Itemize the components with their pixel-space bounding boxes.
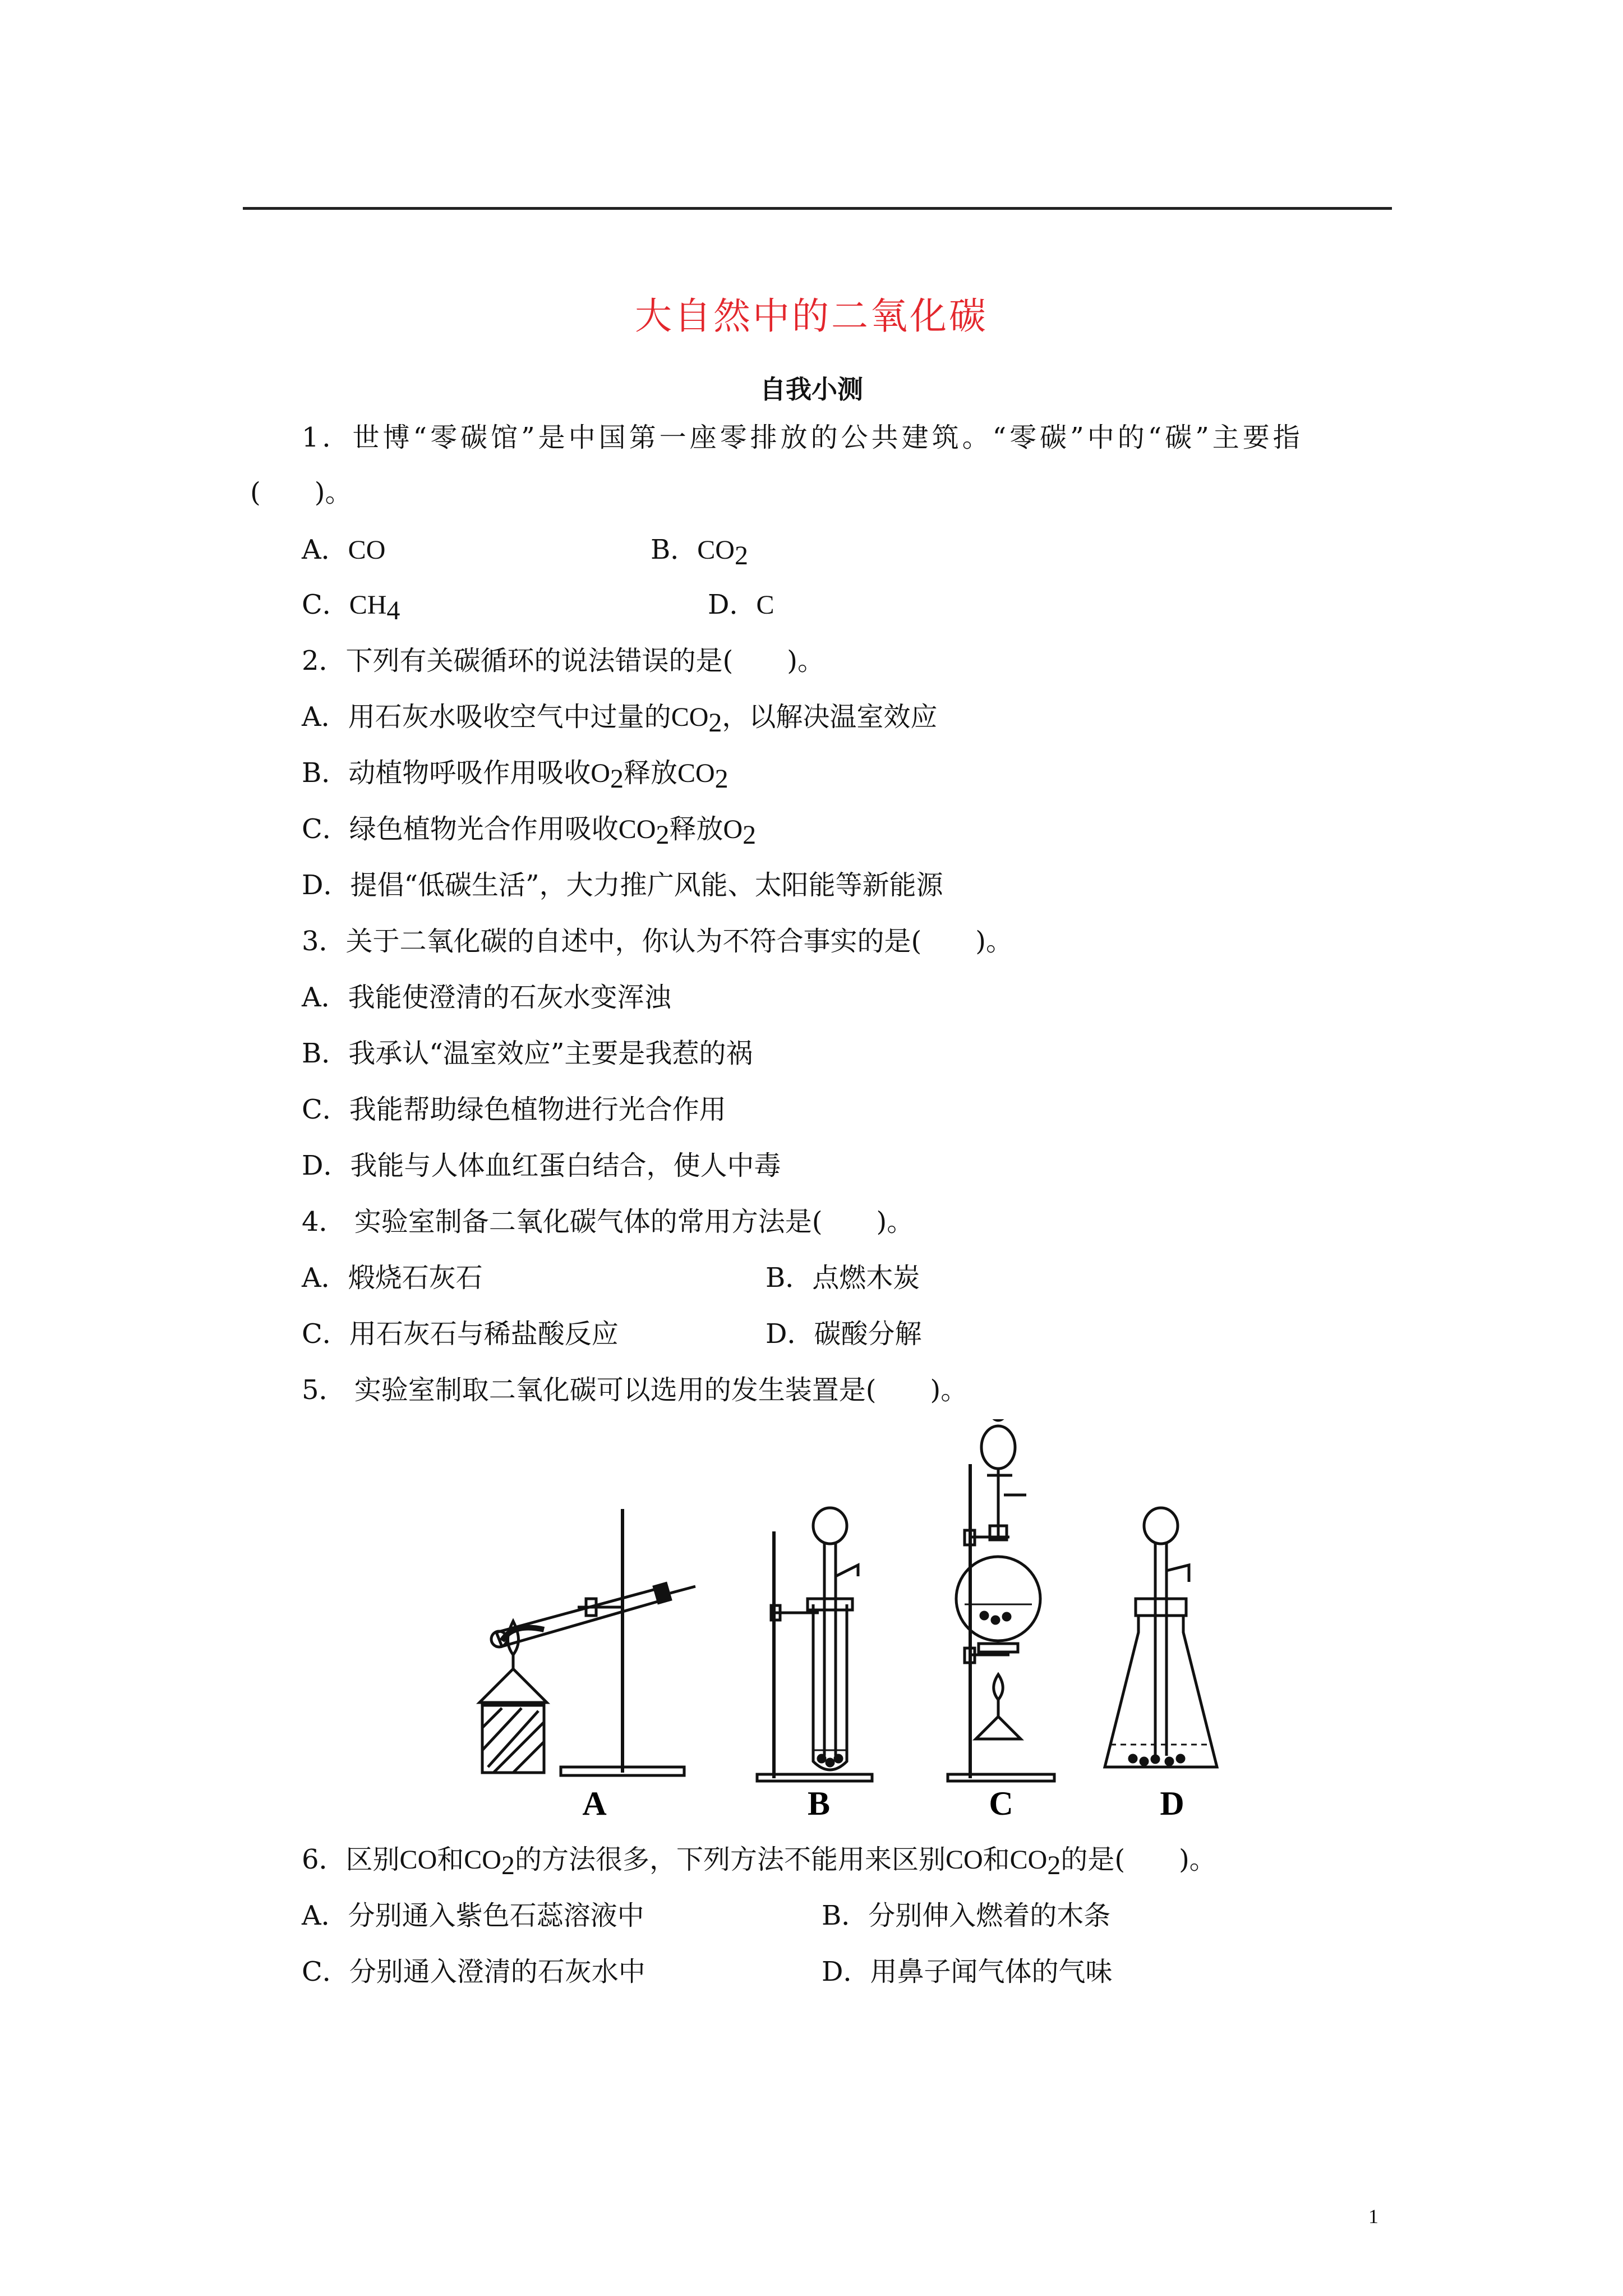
question-3-stem: 3．关于二氧化碳的自述中，你认为不符合事实的是( )。	[302, 926, 1013, 957]
apparatus-diagram	[471, 1419, 1245, 1834]
subscript: 4	[386, 596, 400, 625]
option-label: C．	[302, 813, 349, 845]
q3-option-b[interactable]	[302, 1037, 753, 1070]
subscript: 2	[734, 541, 748, 570]
option-text-post: ，以解决温室效应	[722, 701, 938, 733]
question-1-stem: 1．世博“零碳馆”是中国第一座零排放的公共建筑。“零碳”中的“碳”主要指	[302, 422, 1303, 453]
q6-option-b[interactable]	[822, 1899, 1110, 1932]
option-text: 用石灰石与稀盐酸反应	[349, 1318, 619, 1350]
option-label: B．	[302, 757, 349, 789]
option-label: D．	[302, 869, 351, 901]
option-text: 用石灰水吸收空气中过量的	[348, 701, 671, 733]
q3-option-a[interactable]	[302, 981, 671, 1014]
q6-option-c[interactable]	[302, 1955, 645, 1989]
chem-formula: CO	[464, 1845, 501, 1875]
option-text: CO	[697, 535, 735, 565]
option-text: 分别伸入燃着的木条	[868, 1900, 1111, 1931]
q4-option-d[interactable]	[766, 1317, 922, 1351]
q4-option-b[interactable]	[766, 1261, 920, 1295]
stem-part: 的方法很多，下列方法不能用来区别	[514, 1844, 946, 1875]
subscript: 2	[501, 1851, 515, 1880]
page-title: 大自然中的二氧化碳	[635, 295, 988, 338]
option-label: A．	[302, 1900, 348, 1931]
option-text: 煅烧石灰石	[348, 1262, 483, 1294]
option-label: D．	[822, 1956, 870, 1987]
header-rule	[243, 207, 1392, 210]
chem-formula: CO	[399, 1845, 437, 1875]
chem-formula: O	[723, 815, 743, 844]
figure-label-c: C	[989, 1785, 1013, 1822]
option-label: A．	[302, 701, 348, 733]
option-label: B．	[651, 534, 698, 565]
option-text: 我能与人体血红蛋白结合，使人中毒	[350, 1150, 781, 1181]
option-label: A．	[302, 1262, 348, 1294]
q3-option-d[interactable]	[302, 1149, 781, 1182]
subscript: 2	[743, 820, 757, 850]
figure-label-b: B	[807, 1785, 831, 1822]
question-1-paren: ( )。	[250, 477, 352, 508]
option-text: CH	[349, 590, 387, 620]
option-label: C．	[302, 589, 349, 620]
page-number: 1	[1368, 2205, 1378, 2228]
q6-option-d[interactable]	[822, 1955, 1113, 1989]
stem-part: 和	[983, 1844, 1010, 1875]
stem-part: 6．区别	[302, 1844, 400, 1875]
option-text-mid: 释放	[623, 757, 677, 789]
stem-part: 和	[437, 1844, 464, 1875]
option-text: 用鼻子闻气体的气味	[870, 1956, 1113, 1987]
chem-formula: CO	[677, 758, 715, 788]
q2-option-c[interactable]	[302, 812, 756, 852]
q1-option-c[interactable]	[302, 588, 400, 628]
figure-label-a: A	[582, 1785, 607, 1822]
option-label: B．	[766, 1262, 813, 1294]
apparatus-b	[757, 1508, 872, 1781]
question-5-stem: 5． 实验室制取二氧化碳可以选用的发生装置是( )。	[302, 1374, 968, 1406]
q1-option-a[interactable]	[302, 533, 385, 567]
q1-option-d[interactable]	[708, 588, 774, 622]
chem-formula: CO	[945, 1845, 983, 1875]
subscript: 2	[656, 820, 670, 850]
q4-option-a[interactable]	[302, 1261, 483, 1295]
q6-option-a[interactable]	[302, 1899, 644, 1932]
option-text: 提倡“低碳生活”，大力推广风能、太阳能等新能源	[350, 869, 943, 901]
option-label: C．	[302, 1094, 349, 1125]
q3-option-c[interactable]	[302, 1093, 726, 1126]
question-4-stem: 4． 实验室制备二氧化碳气体的常用方法是( )。	[302, 1206, 914, 1237]
question-2-stem: 2．下列有关碳循环的说法错误的是( )。	[302, 645, 824, 677]
option-label: B．	[302, 1038, 349, 1069]
option-label: A．	[302, 534, 348, 565]
question-6-stem	[302, 1843, 1216, 1883]
option-text: 我能帮助绿色植物进行光合作用	[349, 1094, 726, 1125]
chem-formula: CO	[1009, 1845, 1048, 1875]
chem-formula: CO	[618, 815, 656, 844]
option-text: 点燃木炭	[812, 1262, 920, 1294]
q2-option-d[interactable]	[302, 868, 943, 902]
subscript: 2	[610, 764, 624, 794]
q1-option-b[interactable]	[651, 533, 748, 573]
section-subtitle: 自我小测	[760, 374, 863, 404]
option-text: 绿色植物光合作用吸收	[349, 813, 619, 845]
option-text: 碳酸分解	[814, 1318, 922, 1350]
stem-part: 的是( )。	[1061, 1844, 1216, 1875]
subscript: 2	[1047, 1851, 1061, 1880]
option-text: CO	[348, 535, 386, 565]
chem-formula: O	[591, 758, 610, 788]
apparatus-d	[1105, 1508, 1217, 1767]
q2-option-a[interactable]	[302, 700, 937, 740]
apparatus-figure	[471, 1419, 1245, 1834]
chem-formula: CO	[671, 702, 709, 732]
option-text: 分别通入澄清的石灰水中	[349, 1956, 645, 1987]
option-text: 分别通入紫色石蕊溶液中	[348, 1900, 644, 1931]
figure-label-d: D	[1160, 1785, 1184, 1822]
option-label: D．	[302, 1150, 351, 1181]
option-label: C．	[302, 1318, 349, 1350]
option-text: 我承认“温室效应”主要是我惹的祸	[348, 1038, 753, 1069]
option-label: D．	[766, 1318, 814, 1350]
apparatus-a	[479, 1509, 695, 1775]
q2-option-b[interactable]	[302, 756, 728, 796]
apparatus-c	[948, 1419, 1054, 1781]
option-text: 我能使澄清的石灰水变浑浊	[348, 982, 671, 1013]
option-text: C	[756, 590, 774, 620]
subscript: 2	[708, 708, 722, 738]
option-label: C．	[302, 1956, 349, 1987]
option-text-mid: 释放	[669, 813, 723, 845]
option-label: A．	[302, 982, 348, 1013]
subscript: 2	[714, 764, 728, 794]
option-label: B．	[822, 1900, 869, 1931]
option-text: 动植物呼吸作用吸收	[348, 757, 591, 789]
option-label: D．	[708, 589, 757, 620]
q4-option-c[interactable]	[302, 1317, 619, 1351]
